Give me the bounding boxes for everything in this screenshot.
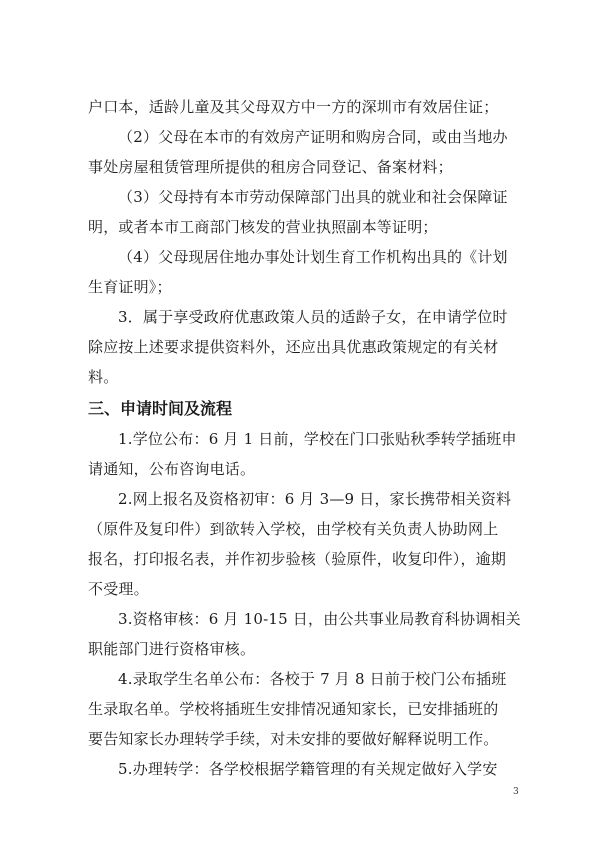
- step-4-paragraph: [88, 664, 528, 754]
- text-line: 请通知，公布咨询电话。: [88, 460, 256, 478]
- text-line: 职能部门进行资格审核。: [88, 640, 256, 658]
- text-line: （原件及复印件）到欲转入学校，由学校有关负责人协助网上: [88, 520, 499, 538]
- text-line: 生录取名单。学校将插班生安排情况通知家长，已安排插班的: [88, 700, 499, 718]
- step-1-paragraph: [88, 424, 528, 484]
- step-5-paragraph: [88, 754, 528, 784]
- step-3-paragraph: [88, 604, 528, 664]
- text-line: （2）父母在本市的有效房产证明和购房合同，或由当地办: [118, 128, 508, 146]
- text-line: 3．属于享受政府优惠政策人员的适龄子女，在申请学位时: [118, 308, 508, 326]
- text-line: 事处房屋租赁管理所提供的租房合同登记、备案材料；: [88, 158, 453, 176]
- paragraph-continuation: [88, 92, 528, 122]
- paragraph-item-4: [88, 242, 528, 302]
- paragraph-item-3: [88, 182, 528, 242]
- text-line: 料。: [88, 368, 119, 386]
- text-line: 3.资格审核：6 月 10-15 日，由公共事业局教育科协调相关: [118, 610, 521, 628]
- text-line: 要告知家长办理转学手续，对未安排的要做好解释说明工作。: [88, 730, 499, 748]
- text-line: 报名，打印报名表，并作初步验核（验原件，收复印件），逾期: [88, 550, 507, 568]
- document-body: [88, 92, 528, 784]
- page-number: 3: [513, 787, 519, 797]
- paragraph-item-2: [88, 122, 528, 182]
- text-line: （4）父母现居住地办事处计划生育工作机构出具的《计划: [118, 248, 508, 266]
- text-line: 明，或者本市工商部门核发的营业执照副本等证明；: [88, 218, 438, 236]
- text-line: 除应按上述要求提供资料外，还应出具优惠政策规定的有关材: [88, 338, 499, 356]
- text-line: 2.网上报名及资格初审：6 月 3—9 日，家长携带相关资料: [118, 490, 512, 508]
- text-line: （3）父母持有本市劳动保障部门出具的就业和社会保障证: [118, 188, 508, 206]
- text-line: 户口本，适龄儿童及其父母双方中一方的深圳市有效居住证；: [88, 98, 499, 116]
- text-line: 不受理。: [88, 580, 149, 598]
- text-line: 5.办理转学：各学校根据学籍管理的有关规定做好入学安: [118, 760, 498, 778]
- text-line: 4.录取学生名单公布：各校于 7 月 8 日前于校门公布插班: [118, 670, 507, 688]
- paragraph-preferential-policy: [88, 302, 528, 392]
- text-line: 1.学位公布：6 月 1 日前，学校在门口张贴秋季转学插班申: [118, 430, 517, 448]
- step-2-paragraph: [88, 484, 528, 604]
- section-heading: 三、申请时间及流程: [88, 399, 233, 418]
- text-line: 生育证明》；: [88, 278, 172, 296]
